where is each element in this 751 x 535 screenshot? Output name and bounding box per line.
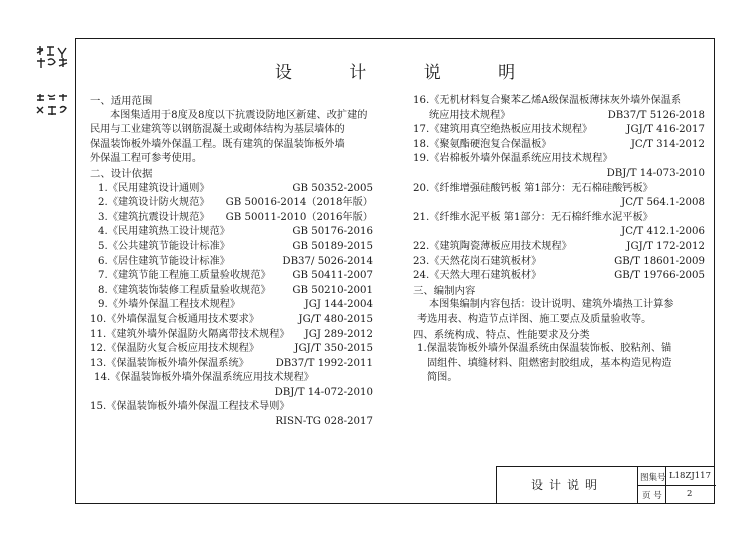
reference-list [90,182,390,372]
reference-code: JGJ 144-2004 [304,299,373,311]
section-heading-basis: 二、设计依据 [90,167,153,180]
reference-item [413,255,705,270]
drawing-name: 设计说明 [530,478,603,492]
reference-code: DBJ/T 14-073-2010 [606,167,705,179]
stamp-signature-icon [34,44,74,70]
reference-code: GB 50189-2015 [292,240,373,252]
reference-name: 22.《建筑陶瓷薄板应用技术规程》 [413,240,572,252]
section-heading-contents: 三、编制内容 [413,284,476,297]
reference-name: 统应用技术规程》 [429,109,511,121]
reference-item [413,138,705,153]
reference-name: 7.《建筑节能工程施工质量验收规范》 [98,270,271,282]
reference-item [413,182,705,197]
reference-item [90,342,390,357]
reference-code: RISN-TG 028-2017 [275,416,373,428]
scope-line: 本图集适用于8度及8度以下抗震设防地区新建、改扩建的 [110,109,368,121]
title-block [496,466,715,504]
reference-item [413,269,705,284]
reference-code: GB 50016-2014（2018年版） [225,197,373,209]
reference-item [90,313,390,328]
reference-item [90,225,390,240]
scope-line: 民用与工业建筑等以钢筋混凝土或砌体结构为基层墙体的 [90,124,345,136]
reference-name: 15.《保温装饰板外墙外保温工程技术导则》 [90,401,290,413]
reference-name: 16.《无机材料复合聚苯乙烯A级保温板薄抹灰外墙外保温系 [413,95,682,106]
reference-name: 3.《建筑抗震设计规范》 [98,211,210,223]
reference-code: JGJ/T 350-2015 [294,343,373,355]
scope-line: 外保温工程可参考使用。 [90,153,203,165]
section-heading-scope: 一、适用范围 [90,95,153,107]
system-line: 固组件、填缝材料、阻燃密封胶组成，基本构造见构造 [427,357,672,369]
reference-code: GB/T 19766-2005 [614,270,705,282]
reference-code: JGJ/T 172-2012 [626,240,705,252]
scope-paragraph [90,109,390,167]
reference-name: 11.《建筑外墙外保温防火隔离带技术规程》 [90,328,290,340]
reference-name: 10.《外墙保温复合板通用技术要求》 [90,313,260,325]
right-column [413,94,705,386]
reference-name: 8.《建筑装饰装修工程质量验收规范》 [98,284,271,296]
reference-code: DB37/ 5026-2014 [282,255,373,267]
contents-line: 考选用表、构造节点详图、施工要点及质量验收等。 [417,313,652,325]
reference-code: GB 50210-2001 [292,284,373,296]
page-number-label: 页 号 [642,491,662,501]
reference-code: JC/T 412.1-2006 [621,226,705,238]
reference-item [90,196,390,211]
scope-line: 保温装饰板外墙外保温工程。既有建筑的保温装饰板外墙 [90,138,345,150]
system-line: 1.保温装饰板外墙外保温系统由保温装饰板、胶粘剂、锚 [417,343,672,355]
reference-name: 2.《建筑设计防火规范》 [98,197,210,209]
reference-code: JGJ 289-2012 [304,328,373,340]
reference-code: GB 50411-2007 [292,270,373,282]
reference-code: GB 50176-2016 [292,226,373,238]
atlas-number-label: 图集号 [640,473,666,483]
reference-code: JGJ/T 416-2017 [626,124,705,136]
reference-code-line [413,225,705,240]
reference-code-line [413,167,705,182]
reference-item [90,357,390,372]
reference-item [413,109,705,124]
review-stamp-top [34,44,74,70]
reference-code: DB37/T 5126-2018 [607,109,705,121]
reference-code: DB37/T 1992-2011 [275,357,373,369]
reference-name: 24.《天然大理石建筑板材》 [413,270,542,282]
reference-code: GB 50352-2005 [292,182,373,194]
reference-item [413,94,705,109]
reference-item [90,371,390,386]
reference-code: GB 50011-2010（2016年版） [225,211,373,223]
reference-item [90,182,390,197]
page-number-value: 2 [687,489,693,499]
reference-item [413,211,705,226]
reference-name: 18.《聚氨酯硬泡复合保温板》 [413,138,552,150]
reference-name: 13.《保温装饰板外墙外保温系统》 [90,357,249,369]
contents-line: 本图集编制内容包括：设计说明、建筑外墙热工计算参 [429,299,674,311]
page-title: 设 计 说 明 [274,63,542,83]
reference-list [413,240,705,284]
reference-item [413,240,705,255]
reference-code-line [90,415,390,430]
reference-name: 6.《居住建筑节能设计标准》 [98,255,230,267]
reference-code: JC/T 564.1-2008 [621,197,705,209]
reference-item [90,400,390,415]
left-column [90,94,390,430]
reference-name: 9.《外墙外保温工程技术规程》 [98,299,241,311]
reference-item [90,284,390,299]
reference-name: 23.《天然花岗石建筑板材》 [413,255,542,267]
reference-item [90,328,390,343]
section-heading-system: 四、系统构成、特点、性能要求及分类 [413,328,590,341]
reference-item [90,298,390,313]
reference-name: 21.《纤维水泥平板 第1部分：无石棉纤维水泥平板》 [413,211,653,223]
reference-name: 17.《建筑用真空绝热板应用技术规程》 [413,124,593,136]
system-line: 简图。 [427,372,458,384]
reference-item [90,269,390,284]
reference-name: 4.《民用建筑热工设计规范》 [98,226,230,238]
reference-code: JC/T 314-2012 [630,138,705,150]
reference-name: 20.《纤维增强硅酸钙板 第1部分：无石棉硅酸钙板》 [413,182,653,194]
reference-code-line [90,386,390,401]
atlas-number-value: L18ZJ117 [669,471,711,481]
reference-code: JG/T 480-2015 [298,313,373,325]
reference-item [413,123,705,138]
reference-item [90,211,390,226]
reference-item [90,240,390,255]
review-stamp-bottom [34,92,74,118]
stamp-signature-icon [34,92,74,118]
reference-item [90,255,390,270]
title-block-divider [637,485,716,486]
reference-code: DBJ/T 14-072-2010 [274,386,373,398]
reference-name: 19.《岩棉板外墙外保温系统应用技术规程》 [413,153,613,165]
reference-name: 12.《保温防火复合板应用技术规程》 [90,343,260,355]
reference-list [413,123,705,152]
reference-name: 14.《保温装饰板外墙外保温系统应用技术规程》 [94,372,314,384]
reference-name: 5.《公共建筑节能设计标准》 [98,240,230,252]
reference-item [413,152,705,167]
reference-code: GB/T 18601-2009 [614,255,705,267]
reference-code-line [413,196,705,211]
reference-name: 1.《民用建筑设计通则》 [98,182,210,194]
